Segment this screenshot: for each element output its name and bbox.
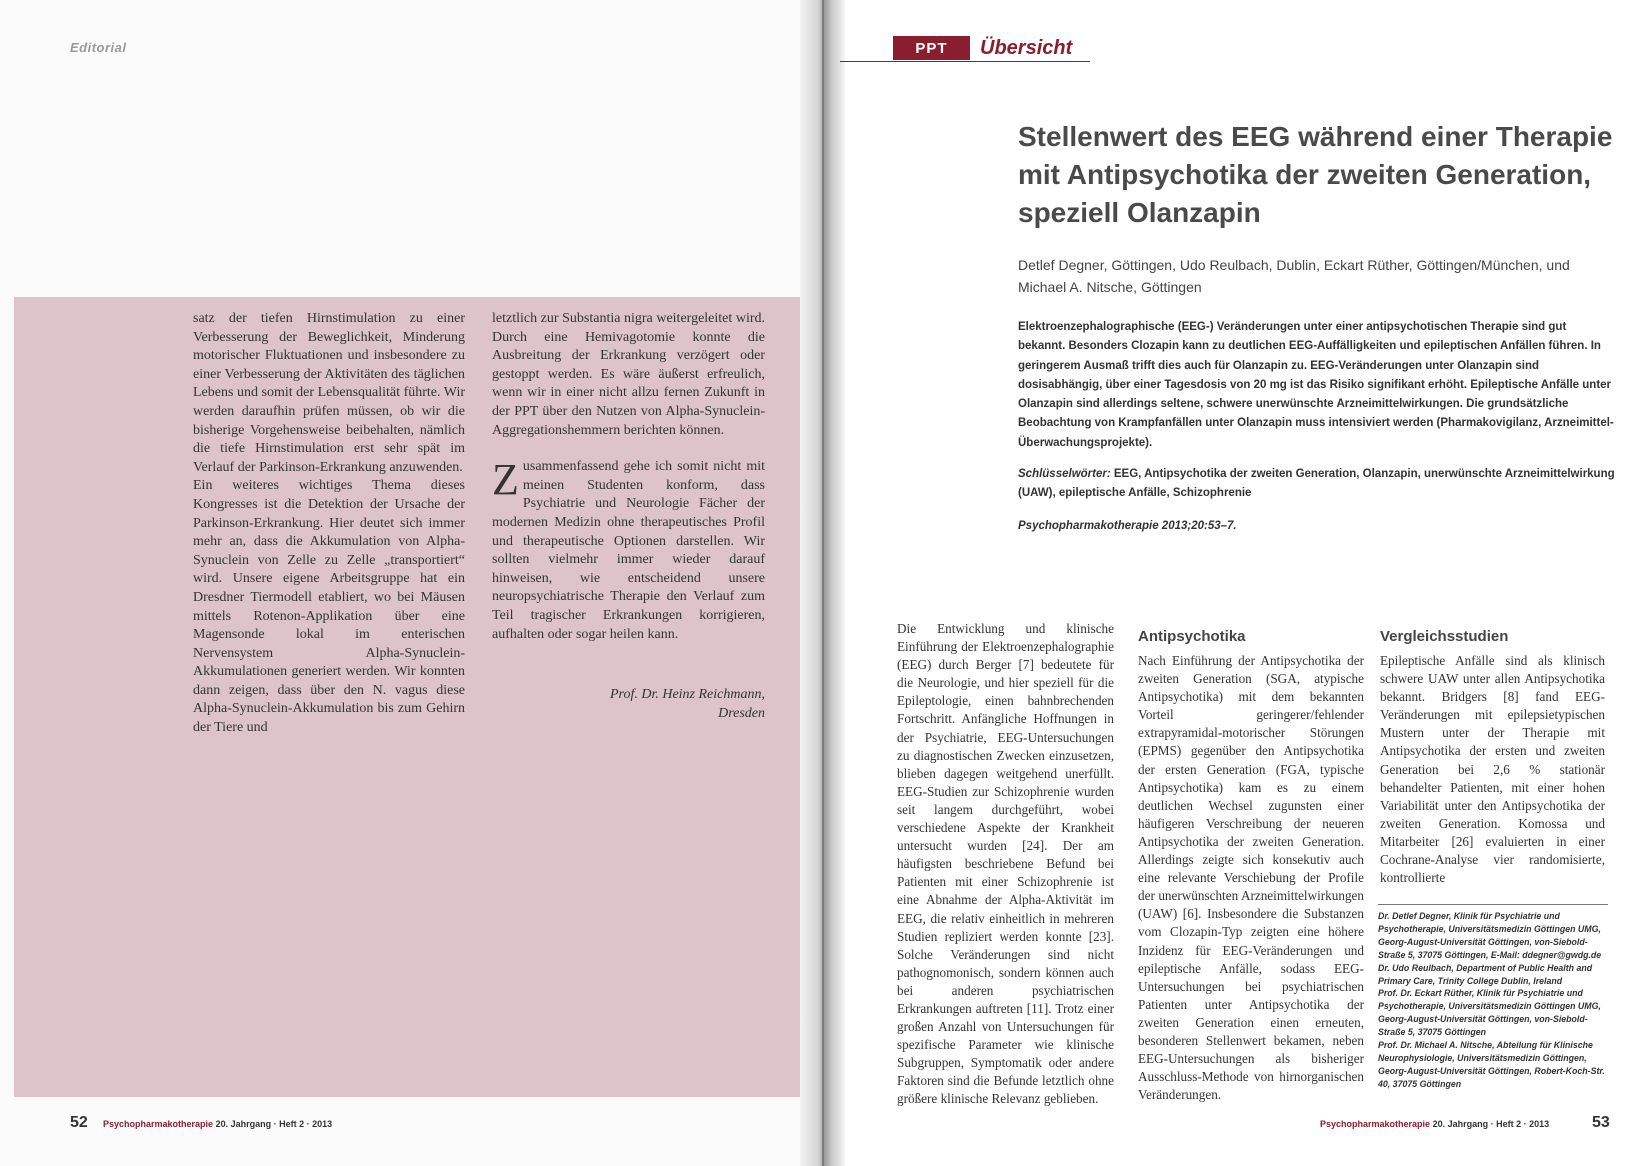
affiliations-rule: [1378, 904, 1608, 905]
running-head-editorial: Editorial: [70, 40, 127, 55]
footer-journal: Psychopharmakotherapie: [1320, 1119, 1431, 1129]
page-number-right: 53: [1592, 1114, 1610, 1131]
keywords-text: EEG, Antipsychotika der zweiten Generation, Olanzapin, unerwünschte Arzneimittelwirkung (UAW), epileptische Anfälle, Schizophrenie: [1018, 468, 1615, 500]
rubric-rule: [840, 61, 1090, 62]
affiliation-item: Prof. Dr. Michael A. Nitsche, Abteilung für Klinische Neurophysiologie, Universitätsmedizin Göttingen, Georg-August-Universität Göttingen, Robert-Koch-Str. 40, 37075 Göttingen: [1378, 1040, 1605, 1089]
affiliation-item: Dr. Udo Reulbach, Department of Public Health and Primary Care, Trinity College Dublin, Ireland: [1378, 962, 1593, 986]
editorial-paragraph: Ein weiteres wichtiges Thema dieses Kongresses ist die Detektion der Ursache der Parkinson-Erkrankung. Hier deutet sich immer mehr an, dass die Akkumulation von Alpha-Synuclein von Zelle zu Zelle „transportiert“ wird. Unsere eigene Arbeitsgruppe hat ein Dresdner Tiermodell etabliert, wo bei Mäusen mittels Rotenon-Applikation über eine Magensonde lokal im enterischen Nervensystem Alpha-Synuclein-Akkumulationen generiert werden. Wir konnten dann zeigen, dass über den N. vagus diese Alpha-Synuclein-Akkumulation bis zum Gehirn der Tiere und: [193, 478, 465, 736]
article-column-2: [1138, 652, 1364, 1104]
article-paragraph: Die Entwicklung und klinische Einführung der Elektroenzephalographie (EEG) durch Berger [7] bedeutete für die Neurologie, und hier speziell für die Epileptologie, einen bahnbrechenden Fortschritt. Anfängliche Hoffnungen in der Psychiatrie, EEG-Untersuchungen zu diagnostischen Zwecken einzusetzen, blieben dagegen weitgehend unerfüllt. EEG-Studien zur Schizophrenie wurden seit langem durchgeführt, wobei verschiedene Aspekte der Krankheit untersucht wurden [24]. Der am häufigsten beschriebene Befund bei Patienten mit einer Schizophrenie ist eine Abnahme der Alpha-Aktivität im EEG, die relativ einheitlich in mehreren Studien repliziert werden konnte [23]. Solche Veränderungen sind nicht pathognomonisch, sondern können auch bei anderen psychiatrischen Erkrankungen auftreten [11]. Trotz einer großen Anzahl von Untersuchungen für spezifische Parameter wie klinische Subgruppen, Symptomatik oder andere Faktoren sind die Befunde letztlich ohne größere klinische Relevanz geblieben.: [897, 621, 1114, 1107]
article-citation: Psychopharmakotherapie 2013;20:53–7.: [1018, 520, 1237, 532]
signature-name: Prof. Dr. Heinz Reichmann,: [609, 687, 765, 702]
signature-city: Dresden: [718, 705, 765, 721]
editorial-paragraph: satz der tiefen Hirnstimulation zu einer Verbesserung der Beweglichkeit, Minderung motorischer Fluktuationen und insbesondere zu einer Verbesserung der Aktivitäten des täglichen Lebens und somit der Lebensqualität führte. Wir werden daraufhin prüfen müssen, ob wir die bisherige Vorgehensweise beibehalten, nämlich die tiefe Hirnstimulation erst sehr spät im Verlauf der Parkinson-Erkrankung anzuwenden.: [193, 311, 465, 475]
editorial-conclusion-text: usammenfassend gehe ich somit nicht mit meinen Studenten konform, dass Psychiatrie und Neurologie Fächer der modernen Medizin ohne therapeutisches Profil und therapeutische Optionen darstellen. Wir sollten vielmehr immer wieder darauf hinweisen, wie entscheidend unsere neuropsychiatrische Therapie den Verlauf zum Teil tragischer Erkrankungen korrigieren, aufhalten oder sogar heilen kann.: [492, 459, 765, 642]
rubric-tag: PPT: [893, 36, 970, 60]
footer-journal: Psychopharmakotherapie: [103, 1119, 214, 1129]
editorial-paragraph: letztlich zur Substantia nigra weitergeleitet wird. Durch eine Hemivagotomie konnte die Ausbreitung der Erkrankung verzögert oder gestoppt werden. Es wäre äußerst erfreulich, wenn wir in einer nicht allzu fernen Zukunft in der PPT über den Nutzen von Alpha-Synuclein-Aggregationshemmern berichten können.: [492, 311, 765, 438]
article-authors: Detlef Degner, Göttingen, Udo Reulbach, Dublin, Eckart Rüther, Göttingen/München, und Michael A. Nitsche, Göttingen: [1018, 257, 1570, 295]
book-gutter-line: [822, 0, 824, 1166]
rubric-label: Übersicht: [980, 37, 1073, 59]
footer-left: [103, 1119, 332, 1129]
affiliation-item: Dr. Detlef Degner, Klinik für Psychiatrie und Psychotherapie, Universitätsmedizin Göttingen UMG, Georg-August-Universität Göttingen, von-Siebold-Straße 5, 37075 Göttingen, E-Mail: ddegner@gwdg.de: [1378, 911, 1602, 960]
editorial-column-2: [492, 310, 765, 644]
article-title: Stellenwert des EEG während einer Therapie mit Antipsychotika der zweiten Generation, speziell Olanzapin: [1018, 121, 1613, 228]
keywords-label: Schlüsselwörter:: [1018, 468, 1111, 480]
article-paragraph: Nach Einführung der Antipsychotika der zweiten Generation (SGA, atypische Antipsychotika) mit dem bekannten Vorteil geringerer/fehlender extrapyramidal-motorischer Störungen (EPMS) gegenüber den Antipsychotika der ersten Generation (FGA, typische Antipsychotika) kam es zu einem deutlichen Wechsel zugunsten einer häufigeren Verschreibung der neueren Antipsychotika der zweiten Generation. Allerdings zeigte sich konsekutiv auch eine relevante Verschiebung der Profile der unerwünschten Arzneimittelwirkungen (UAW) [6]. Insbesondere die Substanzen vom Clozapin-Typ zeigten eine höhere Inzidenz für EEG-Veränderungen und epileptische Anfälle, sodass EEG-Untersuchungen bei psychiatrischen Patienten unter Antipsychotika der zweiten Generation einen erneuten, besonderen Stellenwert bekamen, neben EEG-Untersuchungen als bisheriger Ausschluss-Methode von hirnorganischen Veränderungen.: [1138, 653, 1364, 1103]
left-page: [0, 0, 820, 1166]
page-number-left: 52: [70, 1114, 88, 1131]
editorial-conclusion-paragraph: [492, 455, 765, 644]
affiliation-item: Prof. Dr. Eckart Rüther, Klinik für Psychiatrie und Psychotherapie, Universitätsmedizin Göttingen UMG, Georg-August-Universität Göttingen, von-Siebold-Straße 5, 37075 Göttingen: [1378, 988, 1601, 1038]
article-column-1: [897, 620, 1114, 1109]
rubric-header: [893, 36, 1072, 60]
editorial-signature: [492, 686, 765, 723]
section-heading-vergleichsstudien: Vergleichsstudien: [1380, 628, 1509, 645]
editorial-column-1: [193, 310, 465, 738]
section-heading-antipsychotika: Antipsychotika: [1138, 628, 1246, 645]
article-keywords: [1018, 465, 1616, 504]
drop-cap: Z: [492, 455, 519, 505]
footer-issue: 20. Jahrgang · Heft 2 · 2013: [1432, 1119, 1550, 1129]
footer-right: [1320, 1119, 1549, 1129]
article-abstract: Elektroenzephalographische (EEG-) Veränderungen unter einer antipsychotischen Therapie sind gut bekannt. Besonders Clozapin kann zu deutlichen EEG-Auffälligkeiten und epileptischen Anfällen führen. In geringerem Ausmaß trifft dies auch für Olanzapin zu. EEG-Veränderungen unter Olanzapin sind dosisabhängig, über einer Tagesdosis von 20 mg ist das Risiko signifikant erhöht. Epileptische Anfälle unter Olanzapin sind allerdings seltene, schwere unerwünschte Arzneimittelwirkungen. Die grundsätzliche Beobachtung von Krampfanfällen unter Olanzapin muss intensiviert werden (Pharmakovigilanz, Arzneimittel-Überwachungsprojekte).: [1018, 321, 1614, 449]
article-paragraph: Epileptische Anfälle sind als klinisch schwere UAW unter allen Antipsychotika bekannt. Bridgers [8] fand EEG-Veränderungen mit epilepsietypischen Mustern unter der Therapie mit Antipsychotika der ersten und zweiten Generation bei 2,6 % stationär behandelter Patienten, mit einer hohen Variabilität unter den Antipsychotika der zweiten Generation. Komossa und Mitarbeiter [26] evaluierten in einer Cochrane-Analyse vier randomisierte, kontrollierte: [1380, 653, 1605, 886]
footer-issue: 20. Jahrgang · Heft 2 · 2013: [215, 1119, 333, 1129]
article-column-3: [1380, 652, 1605, 887]
author-affiliations: [1378, 910, 1610, 1091]
